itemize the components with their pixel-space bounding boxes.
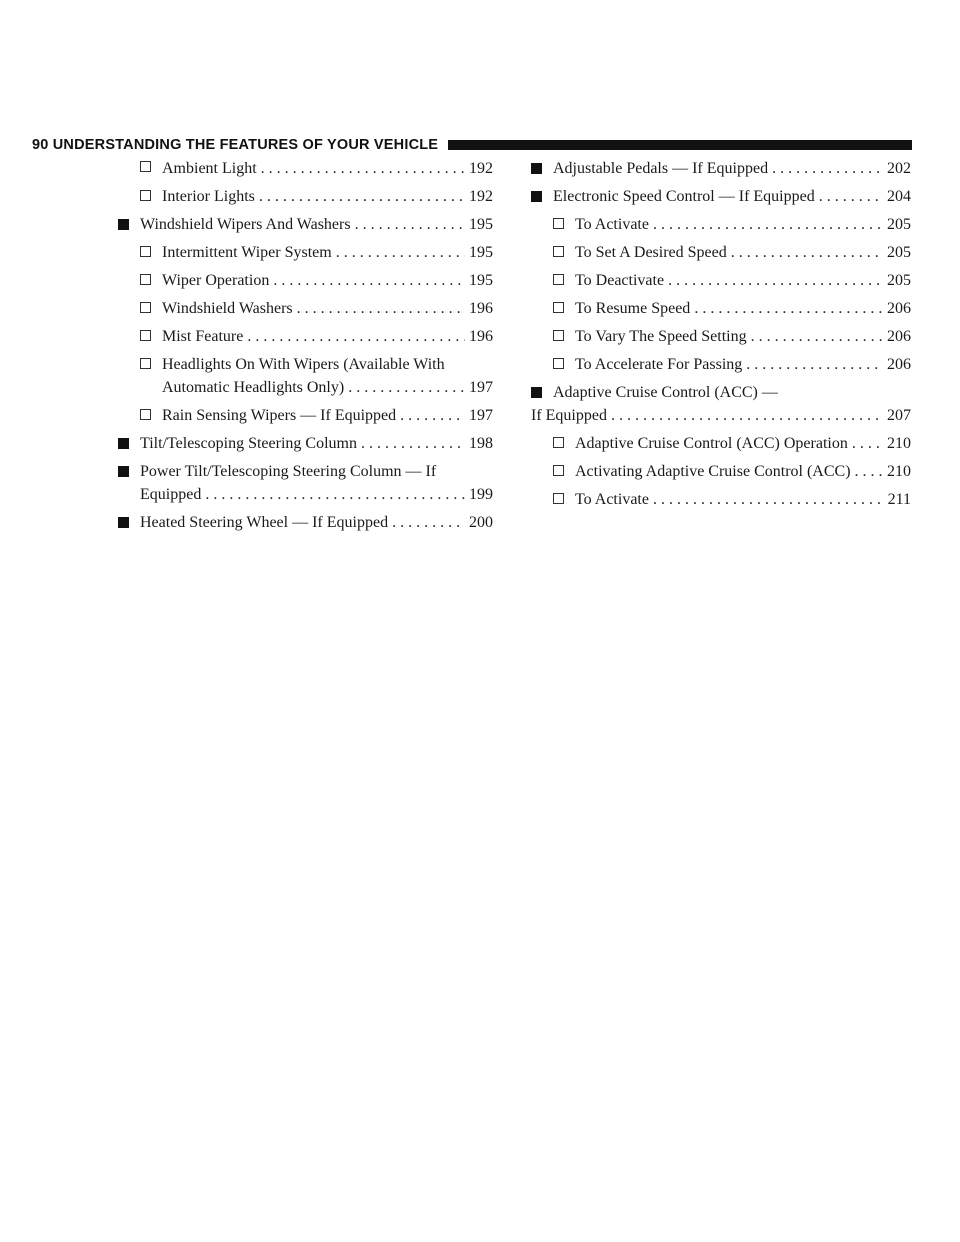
toc-entry-title: Adaptive Cruise Control (ACC) Operation xyxy=(575,435,848,452)
leader-dots xyxy=(205,483,465,506)
toc-entry-title: To Set A Desired Speed xyxy=(575,244,727,261)
leader-dots xyxy=(611,404,883,427)
toc-entry-title: Intermittent Wiper System xyxy=(162,244,332,261)
toc-entry-title: To Vary The Speed Setting xyxy=(575,328,747,345)
toc-left-column xyxy=(140,157,493,539)
toc-entry[interactable] xyxy=(553,269,911,292)
hollow-square-icon xyxy=(553,488,575,511)
filled-square-icon xyxy=(118,511,140,534)
leader-dots xyxy=(855,460,883,483)
toc-entry[interactable] xyxy=(140,325,493,348)
toc-entry-page: 206 xyxy=(887,356,911,373)
toc-section[interactable] xyxy=(118,460,493,506)
hollow-square-icon xyxy=(553,213,575,236)
leader-dots xyxy=(653,213,883,236)
filled-square-icon xyxy=(118,213,140,236)
toc-entry-page: 206 xyxy=(887,328,911,345)
toc-entry-title: Activating Adaptive Cruise Control (ACC) xyxy=(575,463,851,480)
toc-entry-page: 207 xyxy=(887,407,911,424)
toc-entry-title: Mist Feature xyxy=(162,328,244,345)
toc-section[interactable] xyxy=(118,511,493,534)
toc-entry[interactable] xyxy=(140,241,493,264)
toc-entry-page: 211 xyxy=(887,491,911,508)
leader-dots xyxy=(361,432,465,455)
toc-entry[interactable] xyxy=(553,432,911,455)
toc-entry-page: 196 xyxy=(469,300,493,317)
filled-square-icon xyxy=(531,185,553,208)
toc-entry-title: To Activate xyxy=(575,491,649,508)
filled-square-icon xyxy=(531,381,553,404)
leader-dots xyxy=(392,511,465,534)
toc-entry-title: To Resume Speed xyxy=(575,300,691,317)
toc-section[interactable] xyxy=(531,157,911,180)
hollow-square-icon xyxy=(140,185,162,208)
toc-entry-title: To Deactivate xyxy=(575,272,665,289)
toc-entry[interactable] xyxy=(140,157,493,180)
toc-entry[interactable] xyxy=(140,185,493,208)
hollow-square-icon xyxy=(553,241,575,264)
hollow-square-icon xyxy=(553,432,575,455)
leader-dots xyxy=(668,269,883,292)
leader-dots xyxy=(261,157,465,180)
toc-entry[interactable] xyxy=(553,460,911,483)
leader-dots xyxy=(751,325,883,348)
toc-entry-page: 192 xyxy=(469,160,493,177)
hollow-square-icon xyxy=(553,460,575,483)
toc-entry-page: 205 xyxy=(887,244,911,261)
toc-entry[interactable] xyxy=(553,488,911,511)
hollow-square-icon xyxy=(140,325,162,348)
hollow-square-icon xyxy=(140,269,162,292)
toc-entry-title: Ambient Light xyxy=(162,160,257,177)
leader-dots xyxy=(297,297,465,320)
hollow-square-icon xyxy=(553,325,575,348)
leader-dots xyxy=(348,376,465,399)
toc-entry-page: 206 xyxy=(887,300,911,317)
toc-section[interactable] xyxy=(531,381,911,427)
leader-dots xyxy=(653,488,883,511)
toc-entry-page: 198 xyxy=(469,435,493,452)
toc-section-title: Adjustable Pedals — If Equipped xyxy=(553,160,769,177)
toc-entry[interactable] xyxy=(140,297,493,320)
toc-entry[interactable] xyxy=(140,353,493,399)
toc-entry[interactable] xyxy=(553,241,911,264)
leader-dots xyxy=(355,213,465,236)
toc-entry-page: 210 xyxy=(887,435,911,452)
leader-dots xyxy=(731,241,883,264)
toc-entry[interactable] xyxy=(140,404,493,427)
toc-section-title: Windshield Wipers And Washers xyxy=(140,216,351,233)
leader-dots xyxy=(694,297,883,320)
toc-section-title: Adaptive Cruise Control (ACC) — xyxy=(553,384,778,401)
page-header xyxy=(32,136,912,154)
toc-entry[interactable] xyxy=(553,353,911,376)
leader-dots xyxy=(852,432,883,455)
toc-section[interactable] xyxy=(118,213,493,236)
toc-entry-page: 196 xyxy=(469,328,493,345)
hollow-square-icon xyxy=(553,269,575,292)
filled-square-icon xyxy=(531,157,553,180)
toc-section-title-cont: Equipped xyxy=(140,486,202,503)
toc-section-title-cont: If Equipped xyxy=(531,407,607,424)
toc-entry[interactable] xyxy=(140,269,493,292)
hollow-square-icon xyxy=(553,297,575,320)
toc-entry[interactable] xyxy=(553,325,911,348)
toc-entry-title: Interior Lights xyxy=(162,188,255,205)
toc-entry-page: 199 xyxy=(469,486,493,503)
toc-section-title: Heated Steering Wheel — If Equipped xyxy=(140,514,389,531)
leader-dots xyxy=(819,185,883,208)
hollow-square-icon xyxy=(140,297,162,320)
hollow-square-icon xyxy=(553,353,575,376)
toc-entry-title: To Accelerate For Passing xyxy=(575,356,743,373)
toc-entry-page: 204 xyxy=(887,188,911,205)
toc-entry-title: Windshield Washers xyxy=(162,300,293,317)
toc-entry-page: 195 xyxy=(469,216,493,233)
leader-dots xyxy=(336,241,465,264)
leader-dots xyxy=(400,404,465,427)
toc-entry-page: 210 xyxy=(887,463,911,480)
toc-entry[interactable] xyxy=(553,213,911,236)
toc-section-title: Power Tilt/Telescoping Steering Column — If xyxy=(140,463,437,480)
toc-section[interactable] xyxy=(531,185,911,208)
toc-right-column xyxy=(531,157,911,516)
hollow-square-icon xyxy=(140,404,162,427)
toc-section-title: Tilt/Telescoping Steering Column xyxy=(140,435,357,452)
toc-entry-page: 195 xyxy=(469,244,493,261)
toc-entry[interactable] xyxy=(553,297,911,320)
leader-dots xyxy=(247,325,465,348)
toc-entry-page: 205 xyxy=(887,216,911,233)
toc-entry-page: 202 xyxy=(887,160,911,177)
hollow-square-icon xyxy=(140,241,162,264)
filled-square-icon xyxy=(118,460,140,483)
hollow-square-icon xyxy=(140,157,162,180)
leader-dots xyxy=(772,157,883,180)
toc-entry-page: 197 xyxy=(469,379,493,396)
leader-dots xyxy=(273,269,465,292)
hollow-square-icon xyxy=(140,353,162,376)
toc-entry-page: 197 xyxy=(469,407,493,424)
leader-dots xyxy=(259,185,465,208)
leader-dots xyxy=(746,353,883,376)
header-bar xyxy=(448,140,912,150)
toc-entry-title-cont: Automatic Headlights Only) xyxy=(162,379,345,396)
toc-entry-title: Rain Sensing Wipers — If Equipped xyxy=(162,407,397,424)
toc-section-title: Electronic Speed Control — If Equipped xyxy=(553,188,815,205)
toc-entry-title: Wiper Operation xyxy=(162,272,270,289)
toc-entry-page: 205 xyxy=(887,272,911,289)
toc-entry-page: 192 xyxy=(469,188,493,205)
toc-entry-page: 195 xyxy=(469,272,493,289)
filled-square-icon xyxy=(118,432,140,455)
toc-entry-title: To Activate xyxy=(575,216,649,233)
toc-section[interactable] xyxy=(118,432,493,455)
toc-entry-title: Headlights On With Wipers (Available With xyxy=(162,356,445,373)
header-title: 90 UNDERSTANDING THE FEATURES OF YOUR VEHICLE xyxy=(32,137,439,153)
toc-entry-page: 200 xyxy=(469,514,493,531)
